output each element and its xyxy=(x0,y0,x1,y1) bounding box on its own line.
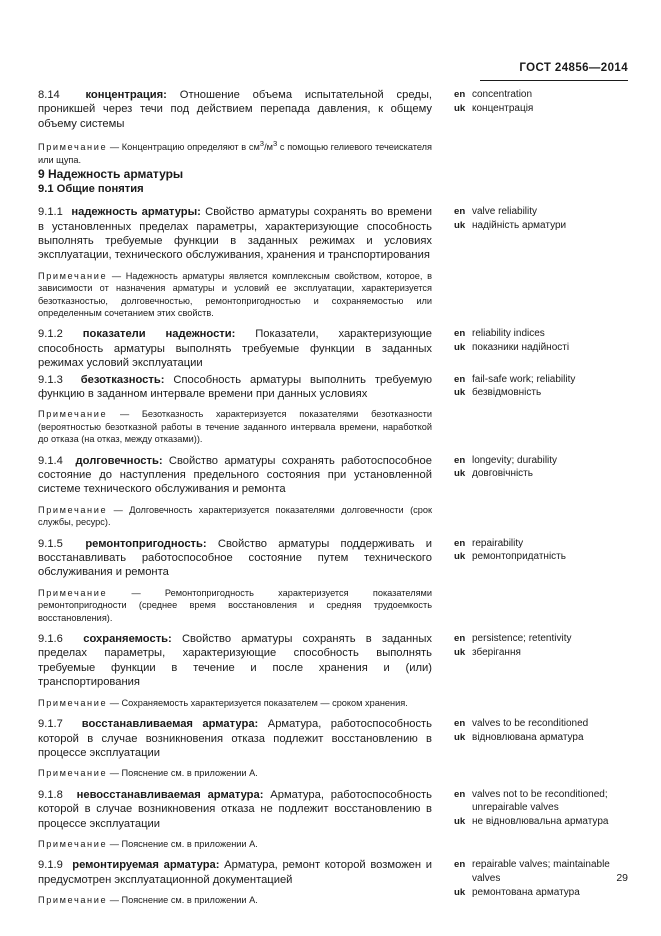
term-body: Способность арматуры выполнить требуемую функцию в заданном интервале времени при данных условиях xyxy=(38,373,432,400)
entry-translations xyxy=(442,373,628,400)
translation-en xyxy=(454,537,628,551)
translation-value-uk: не відновлювальна арматура xyxy=(472,815,609,827)
translation-en xyxy=(454,454,628,468)
translation-value-uk: довговічність xyxy=(472,468,533,480)
lang-label-uk: uk xyxy=(454,468,466,480)
term-body: Арматура, ремонт которой возможен и предусмотрен эксплуатационной документацией xyxy=(38,859,432,886)
entry-row xyxy=(38,88,628,166)
lang-label-en: en xyxy=(454,89,466,100)
term-number: 9.1.8 xyxy=(38,788,63,801)
lang-label-en: en xyxy=(454,859,466,871)
entry-main xyxy=(38,537,442,624)
lang-label-uk: uk xyxy=(454,886,466,898)
note-body: — Концентрацию определяют в $см^3/м^3$ с помощью гелиевого течеискателя или щупа. xyxy=(38,139,432,165)
translation-value-uk: концентрація xyxy=(472,102,534,114)
note-label: Примечание xyxy=(38,895,108,906)
translation-uk xyxy=(454,550,628,564)
term-definition xyxy=(38,717,432,760)
translation-en xyxy=(454,327,628,341)
term-body: Свойство арматуры сохранять во времени в установленных пределах параметры, характеризующие способность выполнять требуемые функции в заданных режимах и условиях эксплуатации, технического обслуживания, хранения и транспортирования xyxy=(38,206,433,262)
term-body: Свойство арматуры поддерживать и восстанавливать работоспособное состояние путем технического обслуживания и ремонта xyxy=(38,537,432,579)
note-body: — Безотказность характеризуется показателями безотказности (вероятностью безотказной работы в течение заданного интервала времени, наработкой до отказа (на отказ, между отказами)). xyxy=(38,409,432,445)
translation-value-en: concentration xyxy=(472,89,533,100)
translation-value-en: repairable valves; maintainable valves xyxy=(472,859,610,884)
entry-main xyxy=(38,454,442,529)
term-definition xyxy=(38,454,432,497)
lang-label-en: en xyxy=(454,788,466,800)
lang-label-uk: uk xyxy=(454,102,466,114)
translation-value-uk: ремонтована арматура xyxy=(472,886,580,898)
term-number: 9.1.9 xyxy=(38,859,63,872)
lang-label-uk: uk xyxy=(454,815,466,827)
note-label: Примечание xyxy=(38,409,108,420)
term-note xyxy=(38,697,432,709)
term-note xyxy=(38,767,432,779)
term-number: 9.1.2 xyxy=(38,328,63,341)
lang-label-en: en xyxy=(454,454,466,466)
translation-en xyxy=(454,205,628,219)
translation-value-en: valve reliability xyxy=(472,206,538,218)
term-note xyxy=(38,587,432,624)
translation-uk xyxy=(454,731,628,745)
entry-row xyxy=(38,205,628,319)
term-name: безотказность: xyxy=(80,373,165,386)
term-number: 8.14 xyxy=(38,89,60,101)
term-number: 9.1.7 xyxy=(38,718,63,731)
entry-main xyxy=(38,632,442,709)
term-number: 9.1.1 xyxy=(38,206,63,219)
term-name: ремонтопригодность: xyxy=(85,537,207,550)
translation-en xyxy=(454,717,628,731)
term-name: ремонтируемая арматура: xyxy=(72,859,220,872)
term-number: 9.1.5 xyxy=(38,537,63,550)
term-number: 9.1.6 xyxy=(38,633,63,646)
lang-label-uk: uk xyxy=(454,341,466,353)
term-name: концентрация: xyxy=(85,89,167,101)
term-definition xyxy=(38,788,432,831)
translation-uk xyxy=(454,815,628,829)
entry-main xyxy=(38,373,442,446)
translation-value-uk: надійність арматури xyxy=(472,219,567,231)
lang-label-en: en xyxy=(454,537,466,549)
term-number: 9.1.4 xyxy=(38,454,63,467)
term-body: Отношение объема испытательной среды, проникшей через течи под действием перепада давления, к общему объему системы xyxy=(38,89,432,130)
translation-uk xyxy=(454,102,628,116)
note-body: — Долговечность характеризуется показателями долговечности (срок службы, ресурс). xyxy=(38,504,432,528)
lang-label-uk: uk xyxy=(454,731,466,743)
term-definition xyxy=(38,327,432,370)
entry-row xyxy=(38,537,628,624)
translation-value-uk: показники надійності xyxy=(472,341,570,353)
entry-row xyxy=(38,858,628,906)
term-body: Свойство арматуры сохранять в заданных пределах параметры, характеризующие способность выполнять требуемые функции в течение и после хранения и (или) транспортирования xyxy=(38,633,432,689)
translation-uk xyxy=(454,646,628,660)
section-heading-9: 9 Надежность арматуры xyxy=(38,167,184,182)
entry-main xyxy=(38,858,442,906)
entry-translations xyxy=(442,327,628,354)
translation-en xyxy=(454,373,628,387)
term-definition xyxy=(38,632,432,690)
entry-row xyxy=(38,454,628,529)
translation-en xyxy=(454,632,628,646)
lang-label-uk: uk xyxy=(454,551,466,563)
entry-translations xyxy=(442,717,628,744)
note-label: Примечание xyxy=(38,697,108,708)
translation-value-en: longevity; durability xyxy=(472,454,558,466)
term-definition xyxy=(38,537,432,580)
translation-value-en: repairability xyxy=(472,537,524,549)
translation-uk xyxy=(454,467,628,481)
translation-value-uk: ремонтопридатність xyxy=(472,551,566,563)
note-body: — Ремонтопригодность характеризуется показателями ремонтопригодности (среднее время восстановления и средняя трудоемкость восстановления). xyxy=(38,587,432,623)
term-note xyxy=(38,838,432,850)
entry-main xyxy=(38,327,442,370)
note-label: Примечание xyxy=(38,768,108,779)
entry-translations xyxy=(442,632,628,659)
term-note xyxy=(38,504,432,529)
term-body: Арматура, работоспособность которой в случае возникновения отказа подлежит восстановлению в процессе эксплуатации xyxy=(38,718,433,759)
term-note xyxy=(38,138,432,166)
section-heading-9-1: 9.1 Общие понятия xyxy=(38,183,144,196)
term-name: сохраняемость: xyxy=(83,633,172,646)
term-name: невосстанавливаемая арматура: xyxy=(76,788,264,801)
translation-value-en: fail-safe work; reliability xyxy=(472,373,576,385)
translation-value-en: reliability indices xyxy=(472,328,545,340)
translation-en xyxy=(454,788,628,815)
page-number: 29 xyxy=(616,872,628,884)
lang-label-uk: uk xyxy=(454,219,466,231)
entry-main xyxy=(38,88,442,166)
note-label: Примечание xyxy=(38,504,108,515)
note-label: Примечание xyxy=(38,587,108,598)
term-definition xyxy=(38,205,432,263)
translation-en xyxy=(454,858,628,885)
note-label: Примечание xyxy=(38,142,108,153)
lang-label-uk: uk xyxy=(454,646,466,658)
entry-translations xyxy=(442,205,628,232)
note-label: Примечание xyxy=(38,270,108,281)
entry-translations xyxy=(442,788,628,829)
term-definition xyxy=(38,858,432,887)
entry-translations xyxy=(442,537,628,564)
lang-label-en: en xyxy=(454,633,466,645)
entry-main xyxy=(38,788,442,851)
term-definition xyxy=(38,88,432,131)
header-rule xyxy=(480,80,628,81)
page-header: ГОСТ 24856—2014 xyxy=(519,62,628,74)
lang-label-uk: uk xyxy=(454,387,466,399)
term-number: 9.1.3 xyxy=(38,373,63,386)
lang-label-en: en xyxy=(454,206,466,218)
translation-en xyxy=(454,88,628,102)
lang-label-en: en xyxy=(454,328,466,340)
entry-row xyxy=(38,788,628,851)
term-name: долговечность: xyxy=(75,454,163,467)
translation-uk xyxy=(454,219,628,233)
term-note xyxy=(38,408,432,445)
lang-label-en: en xyxy=(454,718,466,730)
term-note xyxy=(38,894,432,906)
note-body: — Надежность арматуры является комплексным свойством, которое, в зависимости от назначения арматуры и условий ее эксплуатации, характеризуется безотказностью, долговечностью, ремонтопригодностью и сохраняемостью или определенным сочетанием этих свойств. xyxy=(38,270,432,318)
entry-translations xyxy=(442,858,628,899)
term-body: Арматура, работоспособность которой в случае возникновения отказа не подлежит восстановлению в процессе эксплуатации xyxy=(38,788,432,830)
note-body: — Пояснение см. в приложении А. xyxy=(107,768,258,779)
entry-row xyxy=(38,632,628,709)
term-name: надежность арматуры: xyxy=(71,206,201,219)
note-label: Примечание xyxy=(38,838,108,849)
entry-row xyxy=(38,717,628,780)
term-name: восстанавливаемая арматура: xyxy=(81,718,259,731)
entry-main xyxy=(38,205,442,319)
note-body: — Сохраняемость характеризуется показателем — сроком хранения. xyxy=(107,697,408,708)
term-definition xyxy=(38,373,432,402)
entry-row xyxy=(38,373,628,446)
translation-uk xyxy=(454,341,628,355)
translation-value-uk: відновлювана арматура xyxy=(472,731,584,743)
entry-row xyxy=(38,327,628,370)
translation-value-uk: зберігання xyxy=(472,646,521,658)
note-body: — Пояснение см. в приложении А. xyxy=(107,838,258,849)
translation-value-en: persistence; retentivity xyxy=(472,633,572,645)
term-note xyxy=(38,270,432,320)
term-body: Показатели, характеризующие способность арматуры выполнять требуемые функции в заданных режимах условий эксплуатации xyxy=(38,328,432,370)
translation-uk xyxy=(454,386,628,400)
document-body xyxy=(38,88,628,907)
lang-label-en: en xyxy=(454,373,466,385)
term-body: Свойство арматуры сохранять работоспособное состояние до наступления предельного состояния при установленной системе технического обслуживания и ремонта xyxy=(38,454,432,496)
translation-value-en: valves to be reconditioned xyxy=(472,718,589,730)
term-name: показатели надежности: xyxy=(82,328,236,341)
entry-main xyxy=(38,717,442,780)
note-body: — Пояснение см. в приложении А. xyxy=(107,895,258,906)
entry-translations xyxy=(442,454,628,481)
translation-value-uk: безвідмовність xyxy=(472,387,542,399)
entry-translations xyxy=(442,88,628,115)
translation-value-en: valves not to be reconditioned; unrepairable valves xyxy=(472,788,608,814)
translation-uk xyxy=(454,886,628,900)
